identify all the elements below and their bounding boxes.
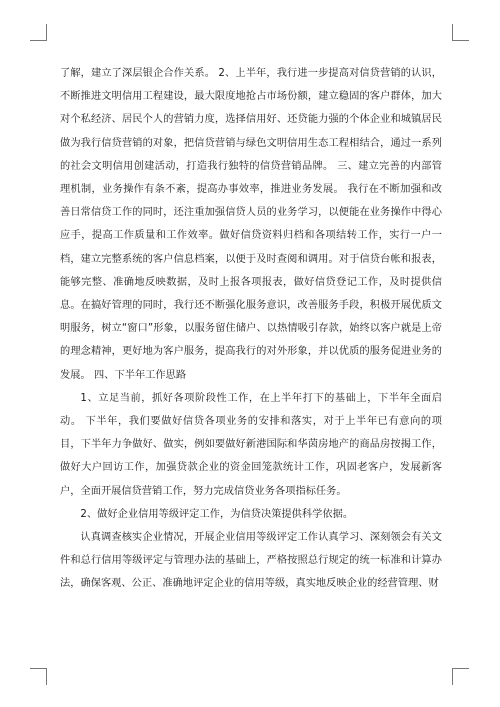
paragraph-2: 1、立足当前，抓好各项阶段性工作，在上半年打下的基础上，下半年全面启动。 下半年，我们要做好信贷各项业务的安排和落实，对于上半年已有意向的项目，下半年力争做好、做实，例如要做好新港国际和华茵房地产的商品房按揭工作，做好大户回访工作，加强贷款企业的资金回笼款统计工作，巩固老客户，发展新客户，全面开展信贷营销工作，努力完成信贷业务各项指标任务。 xyxy=(60,392,442,497)
paragraph-4: 认真调查核实企业情况，开展企业信用等级评定工作认真学习、深刻领会有关文件和总行信用等级评定与管理办法的基础上，严格按照总行规定的统一标准和计算办法，确保客观、公正、准确地评定企业的信用等级，真实地反映企业的经营管理、财 xyxy=(60,532,442,590)
page-corner-mark-bottom-left xyxy=(30,668,47,685)
page-corner-mark-bottom-right xyxy=(452,668,469,685)
paragraph-3: 2、做好企业信用等级评定工作，为信贷决策提供科学依据。 xyxy=(80,508,354,520)
page-corner-mark-top-right xyxy=(452,24,469,41)
document-body xyxy=(60,62,442,596)
paragraph-1: 了解，建立了深层银企合作关系。 2、上半年，我行进一步提高对信贷营销的认识，不断推进文明信用工程建设，最大限度地抢占市场份额，建立稳固的客户群体，加大对个私经济、居民个人的营销力度，选择信用好、还贷能力强的个体企业和城镇居民做为我行信贷营销的对象，把信贷营销与绿色文明信用生态工程相结合，通过一系列的社会文明信用创建活动，打造我行独特的信贷营销品牌。 三、建立完善的内部管理机制，业务操作有条不紊，提高办事效率，推进业务发展。 我行在不断加强和改善日常信贷工作的同时，还注重加强信贷人员的业务学习，以便能在业务操作中得心应手，提高工作质量和工作效率。做好信贷资料归档和各项结转工作，实行一户一档，建立完整系统的客户信息档案，以便于及时查阅和调用。对于信贷台帐和报表，能够完整、准确地反映数据，及时上报各项报表，做好信贷登记工作，及时提供信息。在搞好管理的同时，我行还不断强化服务意识，改善服务手段，积极开展优质文明服务，树立“窗口”形象，以服务留住储户、以热情吸引存款，始终以客户就是上帝的理念精神，更好地为客户服务，提高我行的对外形象，并以优质的服务促进业务的发展。 四、下半年工作思路 xyxy=(60,68,442,381)
page-corner-mark-top-left xyxy=(30,24,47,41)
